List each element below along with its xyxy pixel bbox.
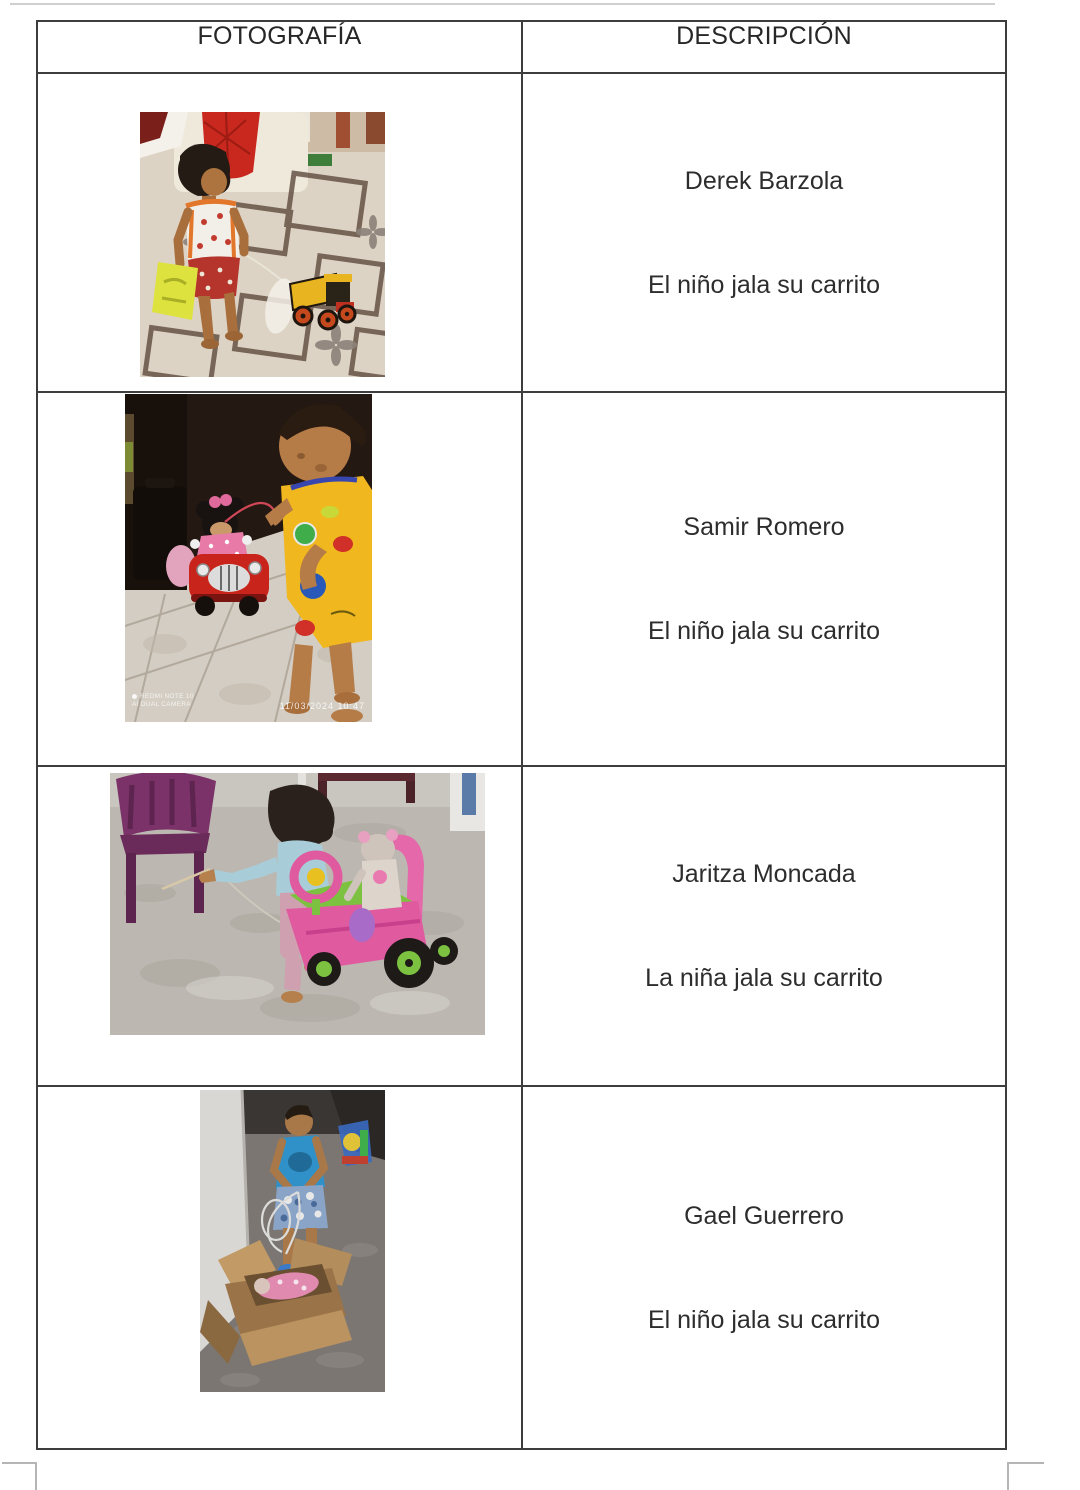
photo-cell: [37, 766, 522, 1086]
photo-jaritza-moncada: [110, 773, 485, 1035]
photo-samir-romero: [125, 394, 372, 722]
camera-watermark: REDMI NOTE 10 AI DUAL CAMERA: [132, 693, 194, 708]
description-cell: [522, 766, 1006, 1086]
photo-cell: [37, 73, 522, 392]
text-boundary-mark-left: [2, 1462, 37, 1490]
photo-caption: El niño jala su carrito: [647, 1305, 881, 1334]
description-cell: [522, 73, 1006, 392]
photo-derek-barzola: [140, 112, 385, 377]
photo-caption: El niño jala su carrito: [647, 617, 881, 645]
page-top-rule: [10, 3, 995, 5]
header-fotografia: FOTOGRAFÍA: [37, 21, 522, 73]
child-name: Derek Barzola: [684, 166, 844, 195]
description-cell: [522, 392, 1006, 766]
table-row: [37, 766, 1006, 1086]
child-name: Samir Romero: [683, 513, 845, 541]
description-cell: [522, 1086, 1006, 1449]
table-row: [37, 73, 1006, 392]
camera-logo-icon: [132, 694, 137, 699]
photo-gael-guerrero: [200, 1090, 385, 1392]
photo-caption: La niña jala su carrito: [645, 964, 883, 992]
photo-cell: [37, 392, 522, 766]
photo-description-table: [36, 20, 1007, 1450]
child-name: Jaritza Moncada: [672, 860, 856, 888]
timestamp-watermark: 11/03/2024 10:47: [279, 701, 365, 711]
header-descripcion: DESCRIPCIÓN: [522, 21, 1006, 73]
text-boundary-mark-right: [1007, 1462, 1044, 1490]
table-header-row: [37, 21, 1006, 73]
table-row: [37, 392, 1006, 766]
child-name: Gael Guerrero: [684, 1201, 844, 1230]
photo-cell: [37, 1086, 522, 1449]
photo-caption: El niño jala su carrito: [647, 270, 881, 299]
table-row: [37, 1086, 1006, 1449]
